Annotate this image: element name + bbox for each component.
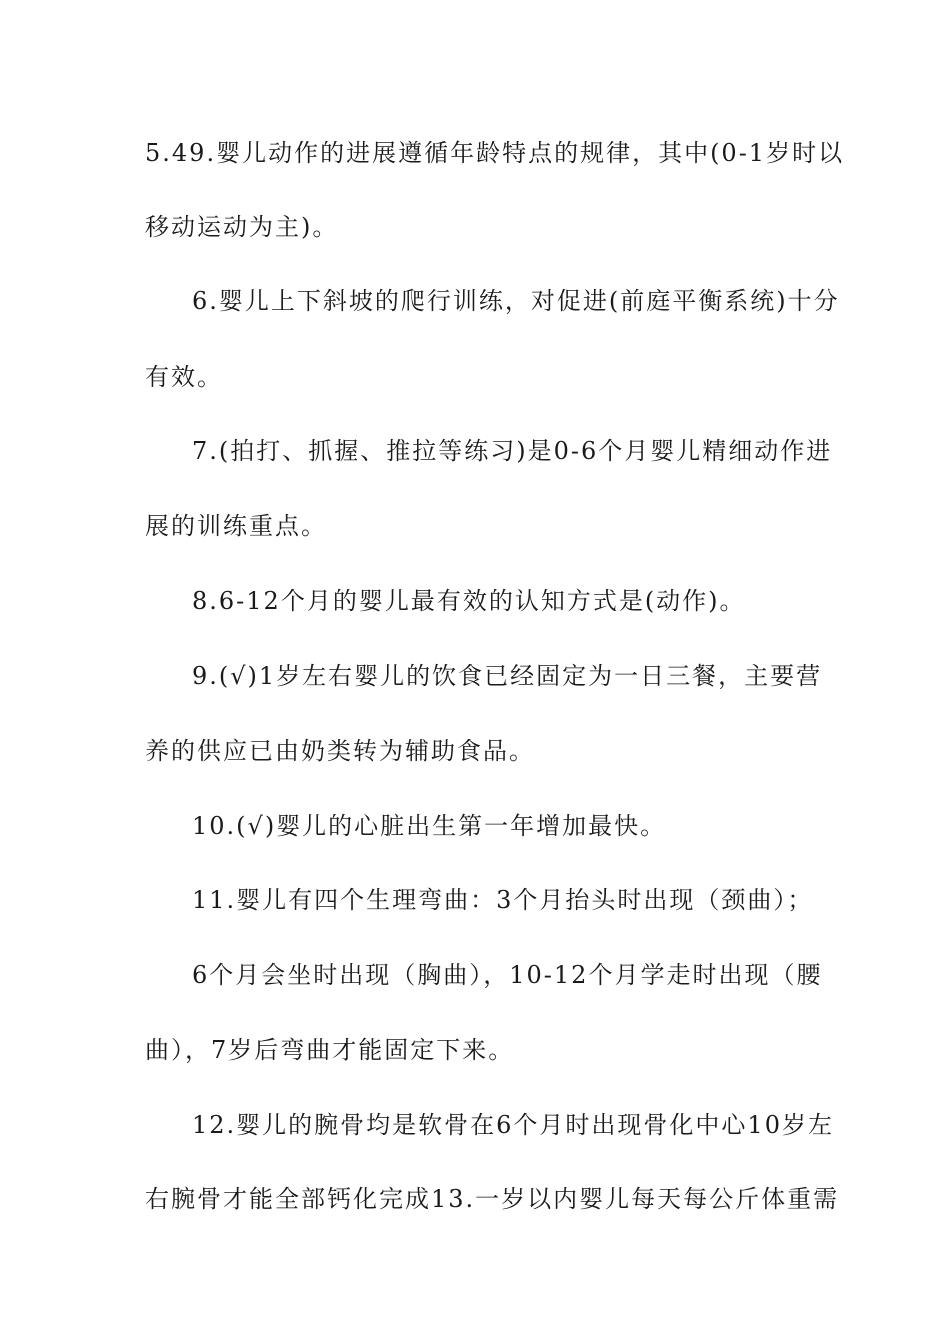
text-line: 10.(√)婴儿的心脏出生第一年增加最快。 [192,812,667,840]
text-line: 移动运动为主)。 [145,213,339,241]
text-line: 6个月会坐时出现（胸曲），10-12个月学走时出现（腰 [192,961,823,989]
text-line: 展的训练重点。 [145,512,327,540]
text-line: 12.婴儿的腕骨均是软骨在6个月时出现骨化中心10岁左 [192,1111,834,1139]
text-line: 有效。 [145,363,223,391]
text-line: 养的供应已由奶类转为辅助食品。 [145,737,535,765]
text-line: 11.婴儿有四个生理弯曲：3个月抬头时出现（颈曲）； [192,886,814,914]
text-line: 右腕骨才能全部钙化完成13.一岁以内婴儿每天每公斤体重需 [145,1185,840,1213]
text-line: 9.(√)1岁左右婴儿的饮食已经固定为一日三餐，主要营 [192,662,823,690]
text-line: 曲），7岁后弯曲才能固定下来。 [145,1036,515,1064]
text-line: 6.婴儿上下斜坡的爬行训练，对促进(前庭平衡系统)十分 [192,287,840,315]
text-line: 7.(拍打、抓握、推拉等练习)是0-6个月婴儿精细动作进 [192,437,833,465]
text-line: 8.6-12个月的婴儿最有效的认知方式是(动作)。 [192,587,746,615]
text-line: 5.49.婴儿动作的进展遵循年龄特点的规律，其中(0-1岁时以 [145,139,845,167]
